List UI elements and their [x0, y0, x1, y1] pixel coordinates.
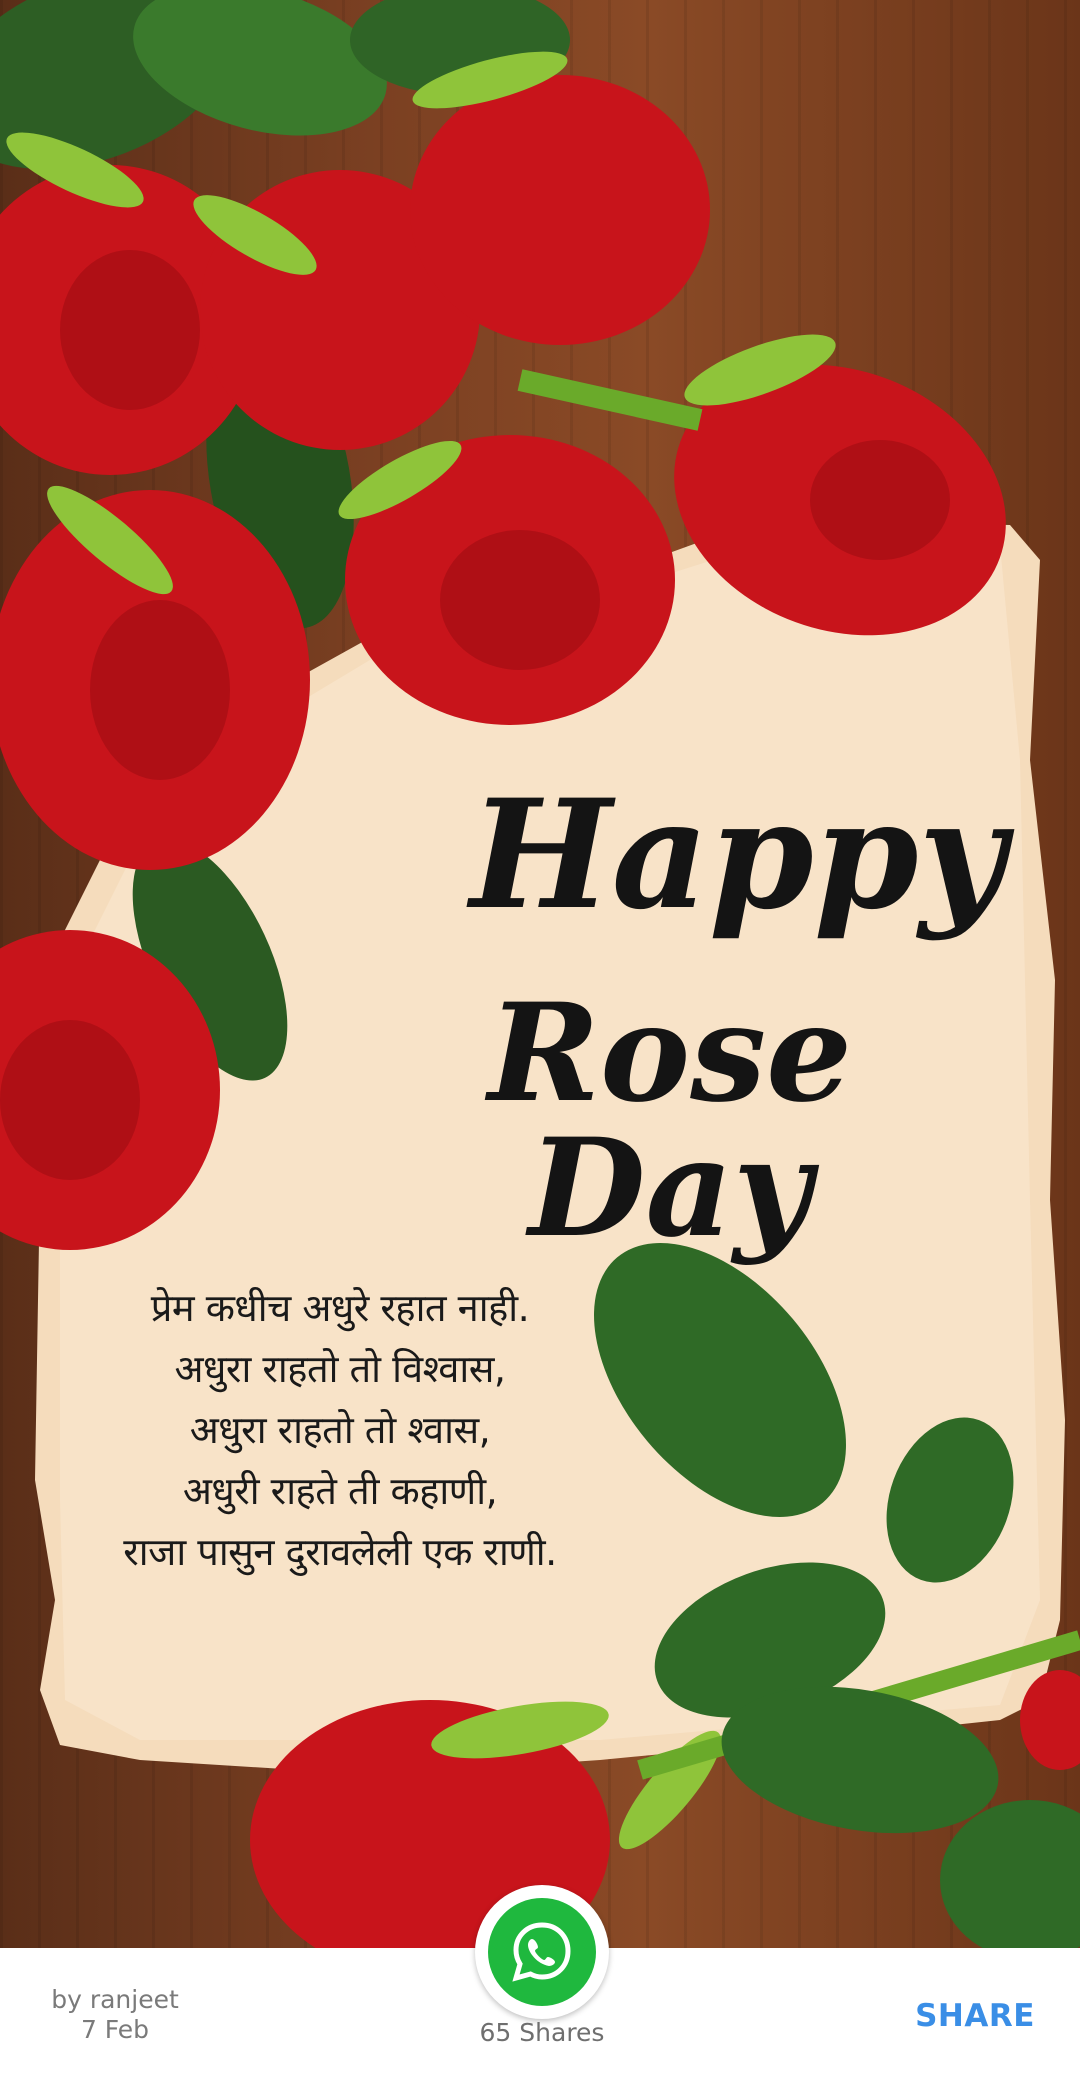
poem-line: राजा पासुन दुरावलेली एक राणी.	[123, 1530, 557, 1574]
headline-rose-day: Rose Day	[487, 973, 853, 1267]
whatsapp-icon	[509, 1919, 575, 1985]
poem-line: अधुरा राहतो तो विश्वास,	[174, 1347, 506, 1391]
poem	[95, 1278, 585, 1583]
share-count: 65 Shares	[479, 2018, 605, 2047]
post-date: 7 Feb	[80, 2015, 150, 2044]
whatsapp-share-button[interactable]	[488, 1898, 596, 2006]
headline-happy: Happy	[470, 767, 1006, 943]
poem-line: प्रेम कधीच अधुरे रहात नाही.	[150, 1286, 530, 1330]
poem-line: अधुरी राहते ती कहाणी,	[182, 1469, 498, 1513]
share-button[interactable]: SHARE	[915, 1998, 1035, 2034]
poem-line: अधुरा राहतो तो श्वास,	[189, 1408, 491, 1452]
author-info	[40, 1985, 190, 2045]
author-name: by ranjeet	[51, 1985, 179, 2014]
